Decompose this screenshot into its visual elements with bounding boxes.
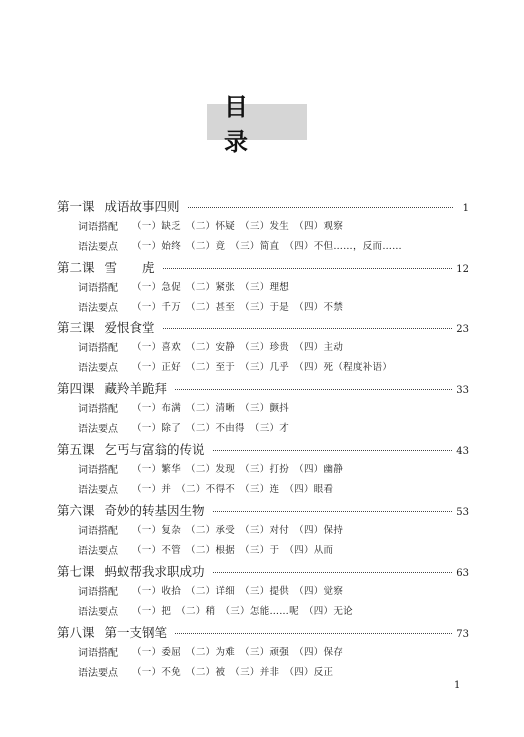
subentry-label: 语法要点 [78, 667, 118, 679]
subentry-label: 词语搭配 [78, 403, 118, 415]
lesson-number: 第三课 [57, 320, 95, 335]
lesson-subentry [57, 600, 469, 620]
dot-leader [213, 511, 453, 512]
lesson-title: 奇妙的转基因生物 [104, 503, 205, 518]
dot-leader [163, 328, 453, 329]
lesson-title: 蚂蚁帮我求职成功 [104, 564, 205, 579]
lesson-entry [57, 623, 469, 681]
subentry-label: 语法要点 [78, 362, 118, 374]
lesson-entry [57, 379, 469, 437]
lesson-title: 藏羚羊跪拜 [104, 381, 168, 396]
subentry-label: 语法要点 [78, 606, 118, 618]
subentry-items: （一）除了 （二）不由得 （三）才 [132, 423, 290, 434]
lesson-subentry [57, 397, 469, 417]
lesson-page-number: 73 [456, 629, 469, 640]
subentry-items: （一）收拾 （二）详细 （三）提供 （四）觉察 [132, 586, 344, 597]
subentry-label: 词语搭配 [78, 221, 118, 233]
lesson-subentry [57, 478, 469, 498]
lesson-subentry [57, 641, 469, 661]
lesson-entry [57, 258, 469, 316]
subentry-items: （一）千万 （二）甚至 （三）于是 （四）不禁 [132, 302, 344, 313]
lesson-entry [57, 501, 469, 559]
lesson-number: 第一课 [57, 199, 95, 214]
lesson-subentry [57, 580, 469, 600]
lesson-heading [57, 379, 469, 397]
subentry-label: 语法要点 [78, 241, 118, 253]
lesson-subentry [57, 356, 469, 376]
lesson-heading [57, 562, 469, 580]
page-number: 1 [454, 680, 461, 691]
lesson-page-number: 12 [456, 264, 469, 275]
lesson-subentry [57, 235, 469, 255]
subentry-items: （一）缺乏 （二）怀疑 （三）发生 （四）观察 [132, 221, 344, 232]
lesson-number: 第二课 [57, 260, 95, 275]
lesson-subentry [57, 417, 469, 437]
lesson-subentry [57, 539, 469, 559]
toc-title: 目 录 [207, 104, 307, 140]
lesson-page-number: 1 [462, 203, 469, 214]
lesson-title: 乞丐与富翁的传说 [104, 442, 205, 457]
dot-leader [213, 572, 453, 573]
lesson-entry [57, 318, 469, 376]
lesson-title: 爱恨食堂 [104, 320, 155, 335]
subentry-label: 词语搭配 [78, 647, 118, 659]
lesson-page-number: 23 [456, 324, 469, 335]
lesson-title: 雪 虎 [104, 260, 155, 275]
subentry-items: （一）复杂 （二）承受 （三）对付 （四）保持 [132, 525, 344, 536]
lesson-heading [57, 318, 469, 336]
subentry-label: 词语搭配 [78, 342, 118, 354]
subentry-items: （一）布满 （二）清晰 （三）颤抖 [132, 403, 290, 414]
dot-leader [175, 389, 452, 390]
lesson-heading [57, 440, 469, 458]
lesson-heading [57, 258, 469, 276]
subentry-label: 词语搭配 [78, 525, 118, 537]
lesson-number: 第四课 [57, 381, 95, 396]
lesson-entry [57, 562, 469, 620]
lesson-subentry [57, 276, 469, 296]
subentry-items: （一）不管 （二）根据 （三）于 （四）从而 [132, 545, 334, 556]
subentry-label: 词语搭配 [78, 586, 118, 598]
dot-leader [163, 268, 453, 269]
dot-leader [175, 633, 452, 634]
lesson-title: 成语故事四则 [104, 199, 180, 214]
subentry-label: 语法要点 [78, 423, 118, 435]
subentry-label: 语法要点 [78, 302, 118, 314]
lesson-page-number: 43 [456, 446, 469, 457]
lesson-page-number: 33 [456, 385, 469, 396]
lesson-subentry [57, 215, 469, 235]
subentry-items: （一）把 （二）稍 （三）怎能……呢 （四）无论 [132, 606, 353, 617]
lesson-subentry [57, 519, 469, 539]
subentry-items: （一）正好 （二）至于 （三）几乎 （四）死（程度补语） [132, 362, 393, 373]
lesson-number: 第五课 [57, 442, 95, 457]
lesson-heading [57, 197, 469, 215]
lesson-subentry [57, 296, 469, 316]
subentry-label: 词语搭配 [78, 282, 118, 294]
subentry-items: （一）始终 （二）竟 （三）简直 （四）不但……，反而…… [132, 241, 402, 252]
lesson-subentry [57, 336, 469, 356]
subentry-items: （一）并 （二）不得不 （三）连 （四）眼看 [132, 484, 334, 495]
lesson-subentry [57, 458, 469, 478]
subentry-items: （一）急促 （二）紧张 （三）理想 [132, 282, 290, 293]
subentry-items: （一）不免 （二）被 （三）并非 （四）反正 [132, 667, 334, 678]
lesson-subentry [57, 661, 469, 681]
dot-leader [188, 207, 453, 208]
subentry-label: 语法要点 [78, 484, 118, 496]
lesson-page-number: 63 [456, 568, 469, 579]
lesson-heading [57, 501, 469, 519]
lesson-number: 第六课 [57, 503, 95, 518]
lesson-title: 第一支钢笔 [104, 625, 168, 640]
subentry-label: 词语搭配 [78, 464, 118, 476]
subentry-items: （一）喜欢 （二）安静 （三）珍贵 （四）主动 [132, 342, 344, 353]
subentry-items: （一）委屈 （二）为难 （三）顽强 （四）保存 [132, 647, 344, 658]
lesson-number: 第八课 [57, 625, 95, 640]
lesson-page-number: 53 [456, 507, 469, 518]
lesson-heading [57, 623, 469, 641]
subentry-label: 语法要点 [78, 545, 118, 557]
subentry-items: （一）繁华 （二）发现 （三）打扮 （四）幽静 [132, 464, 344, 475]
lesson-number: 第七课 [57, 564, 95, 579]
dot-leader [213, 450, 453, 451]
lesson-entry [57, 197, 469, 255]
lesson-entry [57, 440, 469, 498]
